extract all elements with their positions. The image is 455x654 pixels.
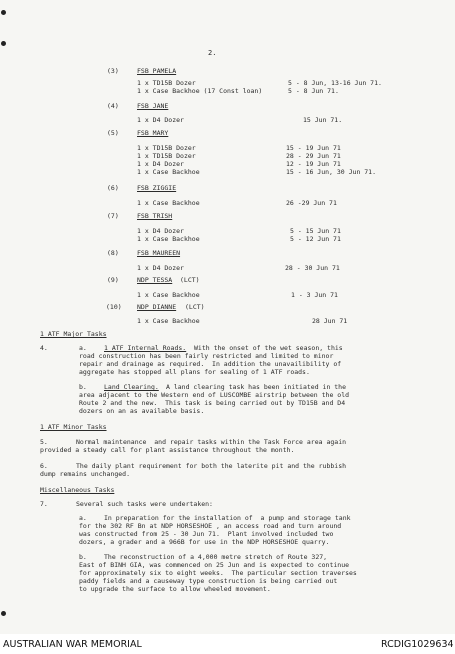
punch-holes bbox=[0, 0, 7, 634]
equipment-item: 1 x Case Backhoe bbox=[137, 199, 200, 207]
punch-hole bbox=[1, 611, 6, 616]
footer-reference: RCDIG1029634 bbox=[381, 639, 454, 650]
equipment-item: 1 x Case Backhoe bbox=[137, 235, 200, 243]
sub-title: Land Clearing. bbox=[104, 383, 159, 391]
equipment-date: 28 - 30 Jun 71 bbox=[285, 264, 340, 272]
site-number: (7) bbox=[107, 212, 119, 220]
equipment-date: 5 - 8 Jun 71. bbox=[288, 87, 339, 95]
paragraph-number: 4. bbox=[40, 344, 48, 352]
equipment-item: 1 x Case Backhoe bbox=[137, 317, 200, 325]
equipment-item: 1 x Case Backhoe (17 Const loan) bbox=[137, 87, 263, 95]
site-number: (4) bbox=[107, 102, 119, 110]
equipment-date: 5 - 12 Jun 71 bbox=[290, 235, 341, 243]
site-number: (10) bbox=[106, 303, 122, 311]
equipment-date: 15 Jun 71. bbox=[303, 116, 343, 124]
equipment-date: 15 - 16 Jun, 30 Jun 71. bbox=[286, 168, 377, 176]
paragraph-line: for the 302 RF Bn at NDP HORSESHOE , an access road and turn around bbox=[79, 522, 342, 530]
paragraph-line: With the onset of the wet season, this bbox=[194, 344, 343, 352]
equipment-item: 1 x D4 Dozer bbox=[137, 264, 184, 272]
equipment-item: 1 x D4 Dozer bbox=[137, 227, 184, 235]
site-name: FSB MARY bbox=[137, 129, 169, 137]
paragraph-line: In preparation for the installation of a pump and storage tank bbox=[104, 514, 351, 522]
equipment-item: 1 x TD15B Dozer bbox=[137, 152, 196, 160]
paragraph-line: Normal maintenance and repair tasks within the Task Force area again bbox=[76, 438, 347, 446]
paragraph-line: provided a steady call for plant assistance throughout the month. bbox=[40, 446, 295, 454]
paragraph-line: Several such tasks were undertaken: bbox=[76, 500, 213, 508]
sub-label: b. bbox=[79, 383, 87, 391]
paragraph-line: was constructed from 25 - 30 Jun 71. Plant involved included two bbox=[79, 530, 334, 538]
site-number: (8) bbox=[107, 249, 119, 257]
punch-hole bbox=[1, 10, 6, 15]
paragraph-line: dozers, a grader and a 966B for use in the NDP HORSESHOE quarry. bbox=[79, 538, 330, 546]
paragraph-line: A land clearing task has been initiated in the bbox=[166, 383, 347, 391]
paragraph-line: Route 2 and the new. This task is being carried out by TD15B and D4 bbox=[79, 399, 346, 407]
equipment-item: 1 x Case Backhoe bbox=[137, 291, 200, 299]
site-suffix: (LCT) bbox=[185, 303, 205, 311]
equipment-date: 12 - 19 Jun 71 bbox=[286, 160, 341, 168]
paragraph-line: paddy fields and a causeway type construction is being carried out bbox=[79, 577, 338, 585]
equipment-date: 1 - 3 Jun 71 bbox=[291, 291, 338, 299]
equipment-date: 28 - 29 Jun 71 bbox=[286, 152, 341, 160]
page-number: 2. bbox=[208, 49, 217, 57]
paragraph-line: road construction has been fairly restricted and limited to minor bbox=[79, 352, 334, 360]
site-name: NDP TESSA bbox=[137, 276, 173, 284]
site-number: (5) bbox=[107, 129, 119, 137]
sub-label: a. bbox=[79, 344, 87, 352]
site-number: (9) bbox=[107, 276, 119, 284]
equipment-item: 1 x Case Backhoe bbox=[137, 168, 200, 176]
site-name: FSB MAUREEN bbox=[137, 249, 181, 257]
paragraph-number: 6. bbox=[40, 462, 48, 470]
site-name: FSB ZIGGIE bbox=[137, 184, 177, 192]
archive-footer bbox=[0, 634, 455, 654]
equipment-date: 26 -29 Jun 71 bbox=[286, 199, 337, 207]
paragraph-line: to upgrade the surface to allow wheeled movement. bbox=[79, 585, 271, 593]
paragraph-number: 5. bbox=[40, 438, 48, 446]
equipment-item: 1 x TD15B Dozer bbox=[137, 79, 196, 87]
paragraph-line: area adjacent to the Western end of LUSCOMBE airstrip between the old bbox=[79, 391, 350, 399]
sub-title: 1 ATF Internal Roads. bbox=[104, 344, 187, 352]
equipment-item: 1 x TD15B Dozer bbox=[137, 144, 196, 152]
site-name: FSB JANE bbox=[137, 102, 169, 110]
equipment-date: 5 - 15 Jun 71 bbox=[290, 227, 341, 235]
section-heading: 1 ATF Minor Tasks bbox=[40, 423, 107, 431]
section-heading: 1 ATF Major Tasks bbox=[40, 330, 107, 338]
equipment-item: 1 x D4 Dozer bbox=[137, 160, 184, 168]
equipment-date: 5 - 8 Jun, 13-16 Jun 71. bbox=[288, 79, 382, 87]
paragraph-line: dozers on an as available basis. bbox=[79, 407, 205, 415]
sub-label: b. bbox=[79, 553, 87, 561]
site-name: FSB TRISH bbox=[137, 212, 173, 220]
site-number: (6) bbox=[107, 184, 119, 192]
site-name: NDP DIANNE bbox=[137, 303, 177, 311]
sub-label: a. bbox=[79, 514, 87, 522]
paragraph-line: aggregate has stopped all plans for sealing of 1 ATF roads. bbox=[79, 368, 310, 376]
section-heading: Miscellaneous Tasks bbox=[40, 486, 115, 494]
punch-hole bbox=[1, 41, 6, 46]
paragraph-line: for approximately six to eight weeks. The particular section traverses bbox=[79, 569, 357, 577]
paragraph-number: 7. bbox=[40, 500, 48, 508]
paragraph-line: The daily plant requirement for both the laterite pit and the rubbish bbox=[76, 462, 347, 470]
equipment-date: 15 - 19 Jun 71 bbox=[286, 144, 341, 152]
site-name: FSB PAMELA bbox=[137, 67, 177, 75]
paragraph-line: dump remains unchanged. bbox=[40, 470, 131, 478]
paragraph-line: The reconstruction of a 4,000 metre stretch of Route 327, bbox=[104, 553, 328, 561]
paragraph-line: repair and drainage as required. In addition the unavailibility of bbox=[79, 360, 342, 368]
equipment-date: 28 Jun 71 bbox=[312, 317, 348, 325]
equipment-item: 1 x D4 Dozer bbox=[137, 116, 184, 124]
site-number: (3) bbox=[107, 67, 119, 75]
site-suffix: (LCT) bbox=[180, 276, 200, 284]
footer-source: AUSTRALIAN WAR MEMORIAL bbox=[3, 639, 142, 650]
paragraph-line: East of BINH GIA, was commenced on 25 Jun and is expected to continue bbox=[79, 561, 350, 569]
